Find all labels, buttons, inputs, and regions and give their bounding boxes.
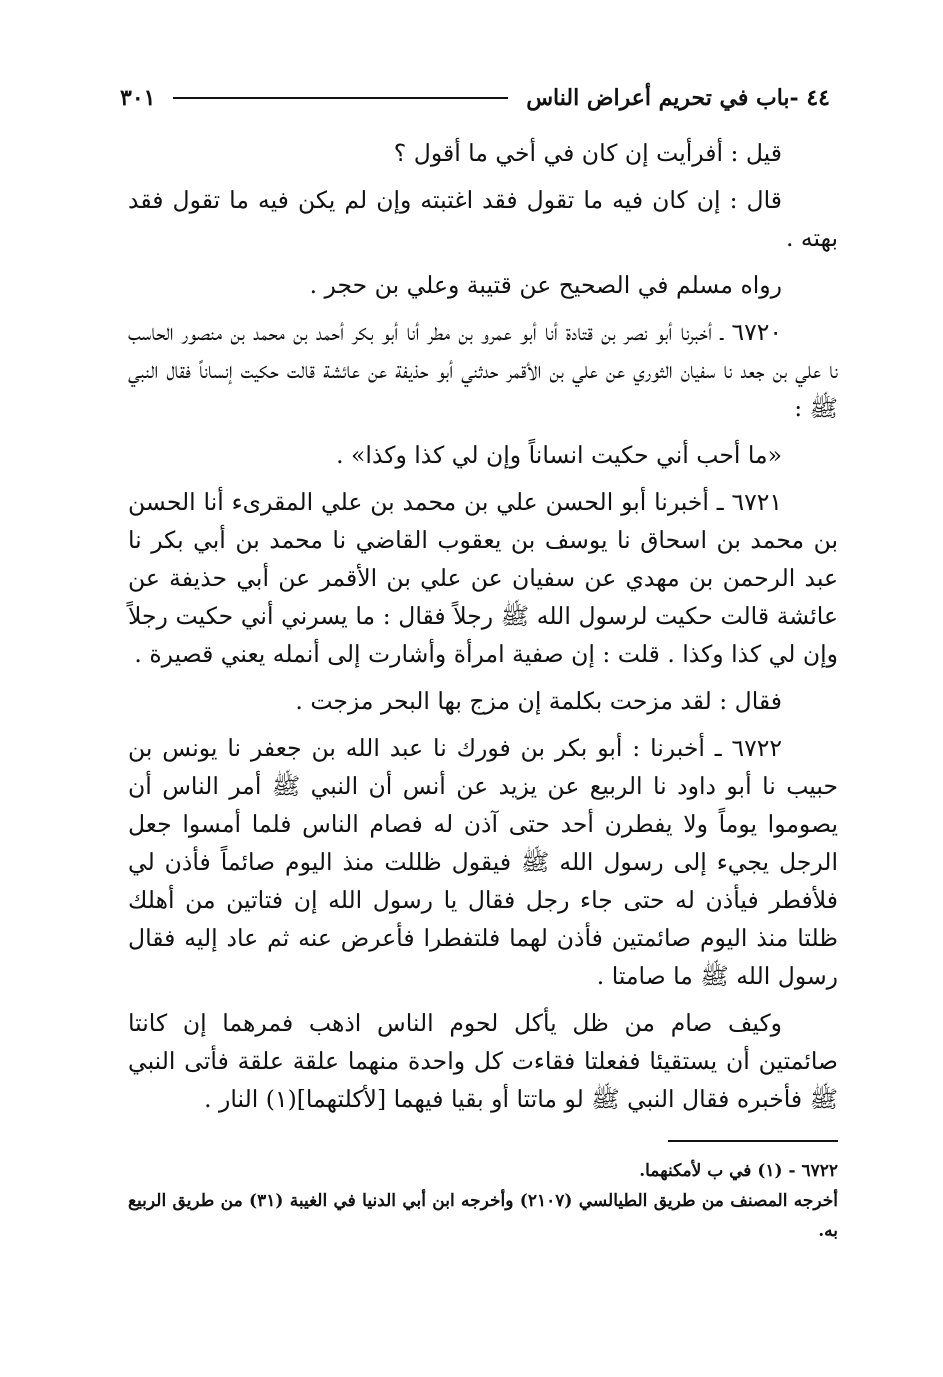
paragraph: رواه مسلم في الصحيح عن قتيبة وعلي بن حجر .: [309, 271, 782, 299]
paragraph: قال : إن كان فيه ما تقول فقد اغتبته وإن لم يكن فيه ما تقول فقد بهته .: [128, 186, 838, 252]
footnotes: [128, 1156, 838, 1246]
paragraph: «ما أحب أني حكيت انساناً وإن لي كذا وكذا» .: [336, 441, 782, 469]
hadith-6721: ٦٧٢١ ـ أخبرنا أبو الحسن علي بن محمد بن علي المقرىء أنا الحسن بن محمد بن اسحاق نا يوسف بن يعقوب القاضي نا محمد بن أبي بكر نا عبد الرحمن بن مهدي عن سفيان عن علي بن الأقمر عن أبي حذيفة عن عائشة قالت حكيت لرسول الله ﷺ رجلاً فقال : ما يسرني أني حكيت رجلاً وإن لي كذا وكذا . قلت : إن صفية امرأة وأشارت إلى أنمله يعني قصيرة .: [128, 488, 838, 668]
header-rule: [173, 97, 508, 99]
chapter-title: ٤٤ -باب في تحريم أعراض الناس: [526, 85, 830, 111]
main-text: [128, 134, 838, 1127]
paragraph: وكيف صام من ظل يأكل لحوم الناس اذهب فمرهما إن كانتا صائمتين أن يستقيئا ففعلتا فقاءت كل واحدة منهما علقة علقة فأتى النبي ﷺ فأخبره فقال النبي ﷺ لو ماتتا أو بقيا فيهما [لأكلتهما](١) النار .: [128, 1009, 838, 1113]
hadith-6722: ٦٧٢٢ ـ أخبرنا : أبو بكر بن فورك نا عبد الله بن جعفر نا يونس بن حبيب نا أبو داود نا الربيع عن يزيد عن أنس أن النبي ﷺ أمر الناس أن يصوموا يوماً ولا يفطرن أحد حتى آذن له فصام الناس فلما أمسوا جعل الرجل يجيء إلى رسول الله ﷺ فيقول ظللت منذ اليوم صائماً فأذن لي فلأفطر فيأذن له حتى جاء رجل فقال يا رسول الله إن فتاتين من أهلك ظلتا منذ اليوم صائمتين فأذن لهما فلتفطرا فأعرض عنه ثم عاد إليه فقال رسول الله ﷺ ما صامتا .: [128, 734, 838, 990]
page-number: ٣٠١: [120, 85, 156, 111]
hadith-6720: ٦٧٢٠ ـ أخبرنا أبو نصر بن قتادة أنا أبو عمرو بن مطر أنا أبو بكر أحمد بن محمد بن منصور الحاسب نا علي بن جعد نا سفيان الثوري عن علي بن الأقمر حدثني أبو حذيفة عن عائشة قالت حكيت إنساناً فقال النبي ﷺ :: [128, 318, 838, 422]
running-header: [120, 78, 830, 118]
footnote: أخرجه المصنف من طريق الطيالسي (٢١٠٧) وأخرجه ابن أبي الدنيا في الغيبة (٣١) من طريق الربيع به.: [128, 1191, 838, 1241]
paragraph: فقال : لقد مزحت بكلمة إن مزج بها البحر مزجت .: [295, 687, 782, 715]
footnote: ٦٧٢٢ - (١) في ب لأمكنهما.: [639, 1161, 838, 1181]
paragraph: قيل : أفرأيت إن كان في أخي ما أقول ؟: [393, 139, 782, 167]
footnote-divider: [668, 1140, 838, 1142]
